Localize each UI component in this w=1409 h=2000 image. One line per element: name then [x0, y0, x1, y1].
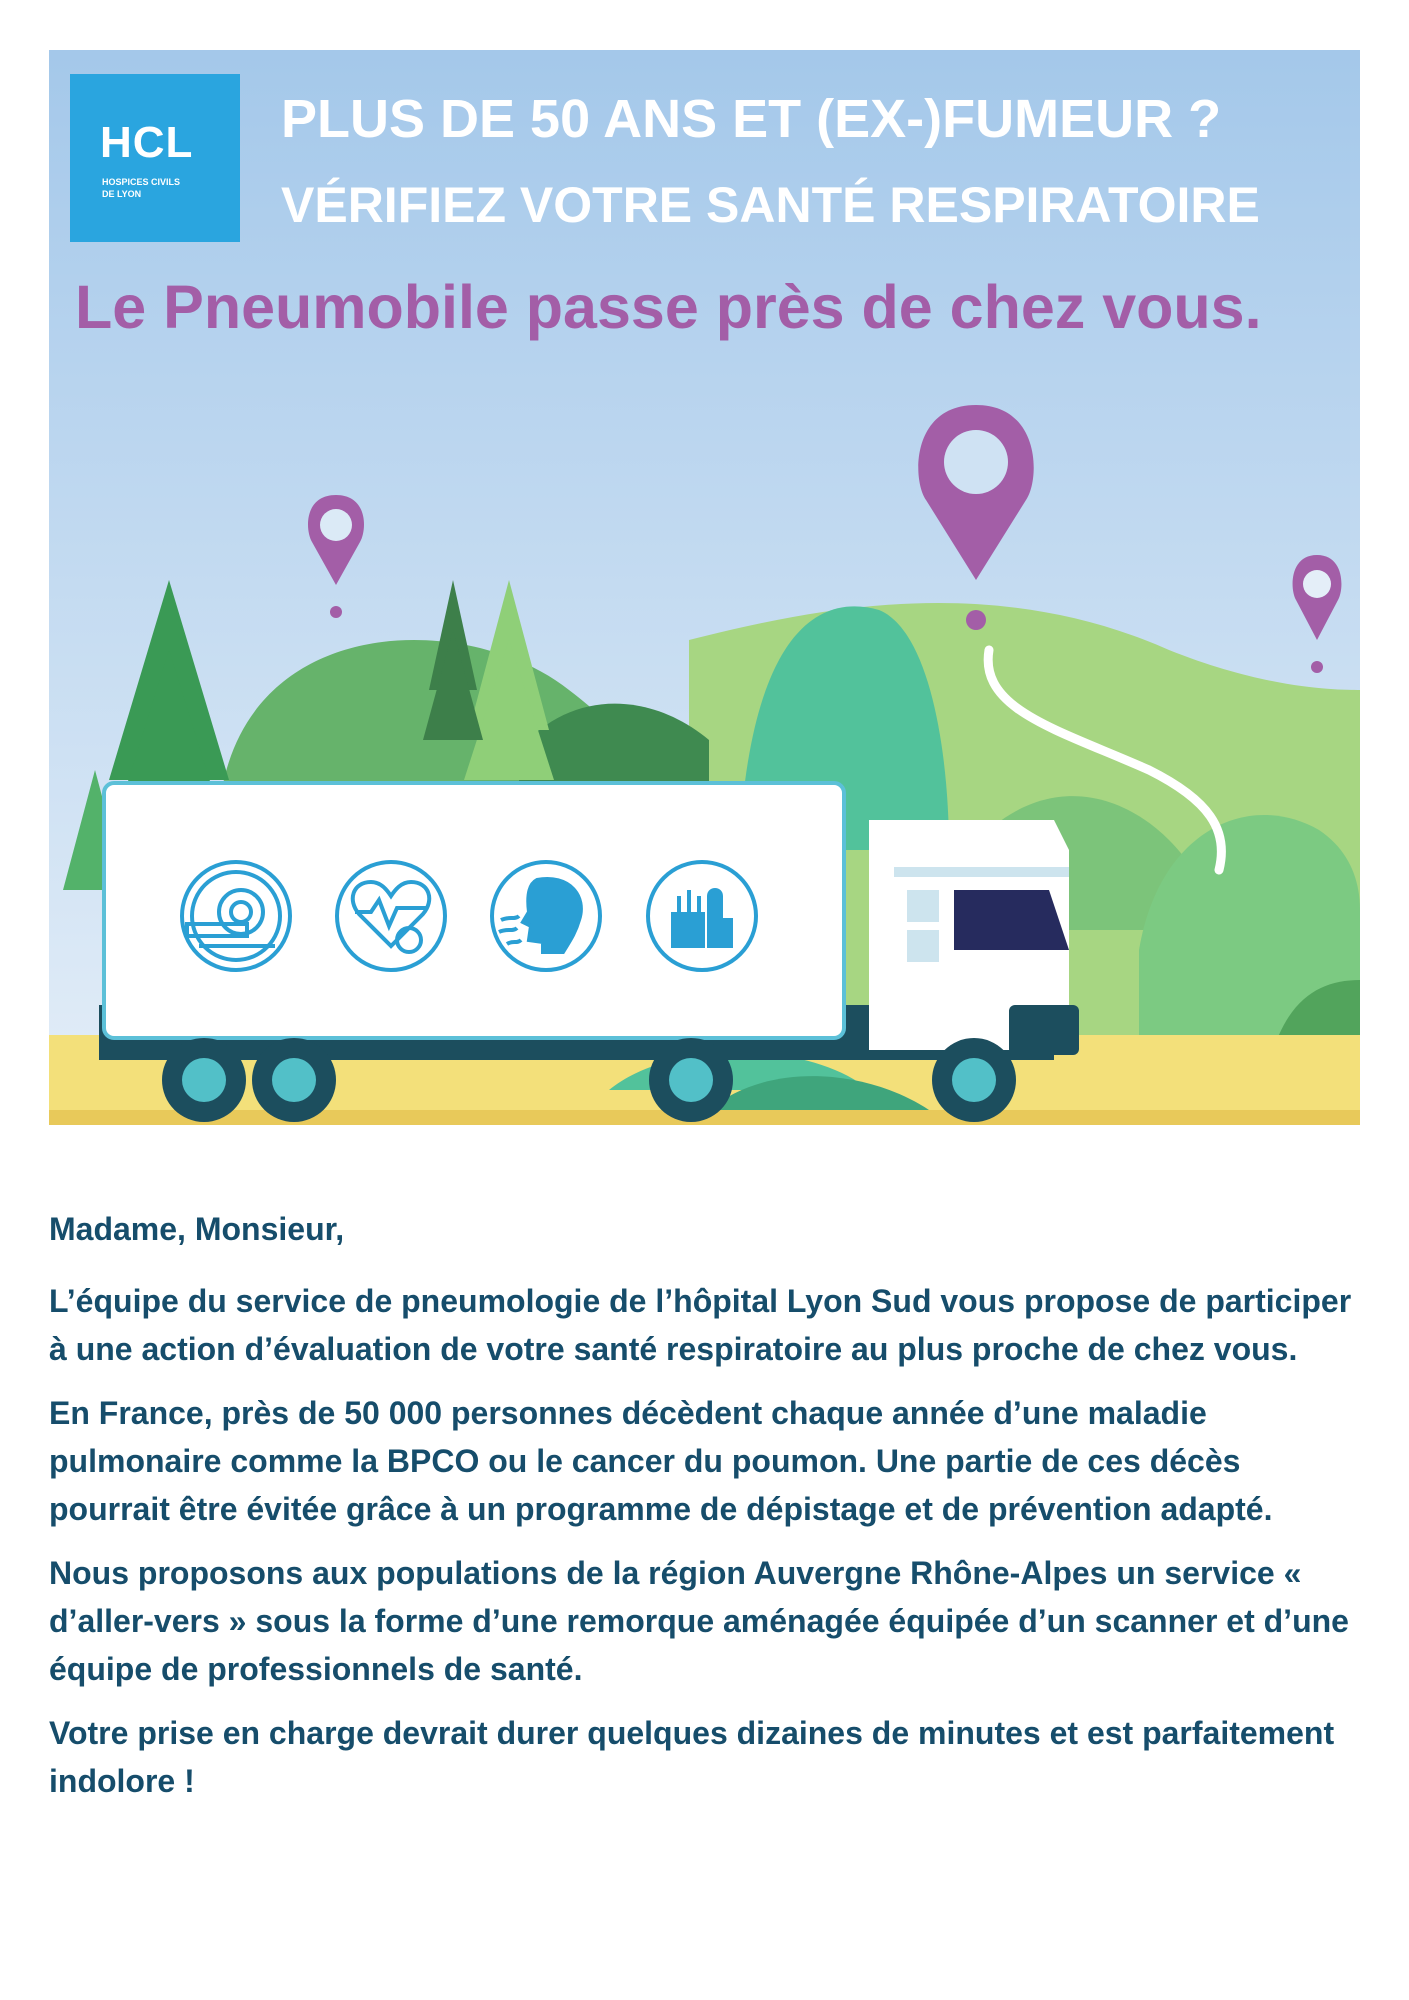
logo-subtitle-line1: HOSPICES CIVILS: [102, 177, 181, 187]
headline-line1: PLUS DE 50 ANS ET (EX-)FUMEUR ?: [281, 89, 1222, 149]
greeting: Madame, Monsieur,: [49, 1211, 345, 1247]
logo-subtitle-line2: DE LYON: [102, 189, 142, 199]
hero-banner: [49, 50, 1360, 1125]
letter-body: [49, 1205, 1369, 1821]
trailer-box: [104, 783, 844, 1038]
hcl-logo: [70, 74, 240, 242]
paragraph-team: L’équipe du service de pneumologie de l’hôpital Lyon Sud vous propose de participer à une action d’évaluation de votre santé respiratoire au plus proche de chez vous.: [49, 1283, 1352, 1367]
headline-line2: VÉRIFIEZ VOTRE SANTÉ RESPIRATOIRE: [281, 177, 1260, 233]
paragraph-service: Nous proposons aux populations de la région Auvergne Rhône-Alpes un service « d’aller-vers » sous la forme d’une remorque aménagée équipée d’un scanner et d’une équipe de professionnels de santé.: [49, 1555, 1349, 1687]
paragraph-statistics: En France, près de 50 000 personnes décèdent chaque année d’une maladie pulmonaire comme la BPCO ou le cancer du poumon. Une partie de ces décès pourrait être évitée grâce à un programme de dépistage et de prévention adapté.: [49, 1395, 1273, 1527]
truck-cab: [869, 820, 1079, 1055]
paragraph-duration: Votre prise en charge devrait durer quelques dizaines de minutes et est parfaitement indolore !: [49, 1715, 1335, 1799]
tagline: Le Pneumobile passe près de chez vous.: [75, 273, 1262, 341]
logo-mark: HCL: [100, 118, 194, 167]
logo-subtitle: [102, 176, 212, 200]
